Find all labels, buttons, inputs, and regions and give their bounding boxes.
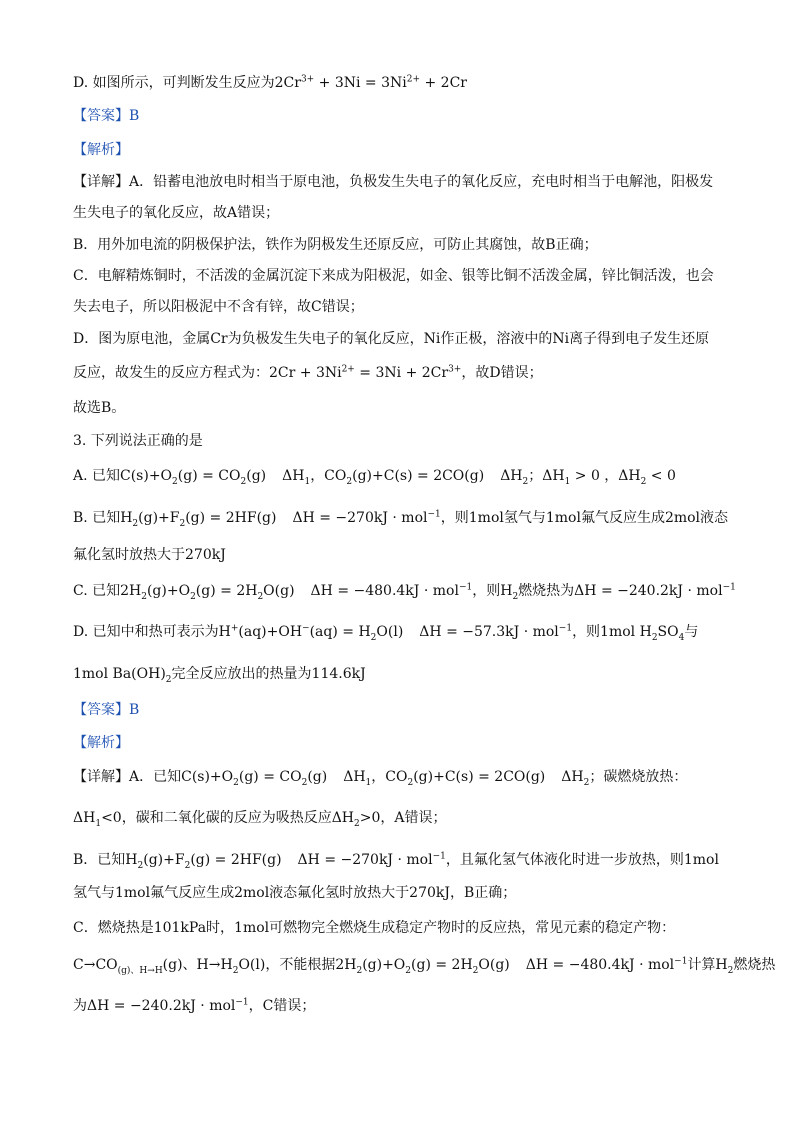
detail-line: 反应，故发生的反应方程式为：$2Cr + 3Ni^{2+} = 3Ni + 2Cr^{3+}$，故D错误；: [73, 364, 543, 381]
answer-label: 【答案】B: [73, 108, 140, 124]
detail-line: 【详解】A．已知$C(s)+O_2(g) = CO_2(g)$ $\Delta H_1$，$CO_2(g)+C(s) = 2CO(g)$ $\Delta H_2$；碳燃烧放热：: [73, 769, 688, 788]
detail-line: D．图为原电池，金属Cr为负极发生失电子的氧化反应，Ni作正极，溶液中的Ni离子得到电子发生还原: [73, 331, 710, 347]
detail-line: 生失电子的氧化反应，故A错误；: [73, 205, 280, 221]
option-d-cont: 1mol $Ba(OH)_2$完全反应放出的热量为114.6kJ: [73, 666, 366, 685]
detail-line: 失去电子，所以阳极泥中不含有锌，故C错误；: [73, 299, 364, 315]
detail-line: B．已知$H_2(g)+F_2(g) = 2HF(g) \Delta H = -270kJ \cdot mol^{-1}$，且氟化氢气体液化时进一步放热，则1mol: [73, 851, 719, 871]
detail-line: C．燃烧热是101kPa时，1mol可燃物完全燃烧生成稳定产物时的反应热，常见元素的稳定产物：: [73, 920, 676, 936]
option-b: B. 已知$H_2(g)+F_2(g) = 2HF(g) \Delta H = -270kJ \cdot mol^{-1}$，则1mol氢气与1mol氟气反应生成2mol液态: [73, 509, 729, 529]
option-b-cont: 氟化氢时放热大于270kJ: [73, 547, 226, 563]
answer-label: 【答案】B: [73, 702, 140, 718]
line-option-d: D. 如图所示，可判断发生反应为$2Cr^{3+} + 3Ni = 3Ni^{2+} + 2Cr$: [73, 74, 467, 91]
detail-line: 氢气与1mol氟气反应生成2mol液态氟化氢时放热大于270kJ，B正确；: [73, 885, 517, 901]
conclusion-line: 故选B。: [73, 400, 126, 416]
detail-line: 为ΔH = −240.2kJ · mol$^{-1}$，C错误；: [73, 997, 316, 1014]
detail-line: $C\to CO_{(g)、H\to H}(g)$、$H\to H_2O(l)$，不能根据$2H_2(g)+O_2(g) = 2H_2O(g) \Delta H = -480.4kJ \cdot mol^{-1}$计算$H_2$燃烧热: [73, 956, 776, 976]
option-a: A. 已知$C(s)+O_2(g) = CO_2(g)$ $\Delta H_1$，$CO_2(g)+C(s) = 2CO(g)$ $\Delta H_2$；$\Delta H_1 > 0$ ，$\Delta H_2 < 0$: [73, 468, 676, 487]
detail-line: 【详解】A．铅蓄电池放电时相当于原电池，负极发生失电子的氧化反应，充电时相当于电解池，阳极发: [73, 174, 714, 190]
question-stem: 3. 下列说法正确的是: [73, 433, 203, 449]
detail-line: $\Delta H_1<0$，碳和二氧化碳的反应为吸热反应$\Delta H_2>0$，A错误；: [73, 810, 447, 829]
analysis-label: 【解析】: [73, 735, 129, 751]
detail-line: B．用外加电流的阴极保护法，铁作为阴极发生还原反应，可防止其腐蚀，故B正确；: [73, 237, 598, 253]
detail-line: C．电解精炼铜时，不活泼的金属沉淀下来成为阳极泥，如金、银等比铜不活泼金属，锌比铜活泼，也会: [73, 268, 714, 284]
option-c: C. 已知$2H_2(g)+O_2(g) = 2H_2O(g) \Delta H = -480.4kJ \cdot mol^{-1}$，则$H_2$燃烧热为ΔH = −240.2kJ · mol$^{-1}$: [73, 582, 736, 602]
analysis-label: 【解析】: [73, 142, 129, 158]
option-d: D. 已知中和热可表示为$H^+(aq)+OH^-(aq) = H_2O(l) \Delta H = -57.3kJ \cdot mol^{-1}$，则1mol $H_2SO_4$与: [73, 623, 699, 643]
